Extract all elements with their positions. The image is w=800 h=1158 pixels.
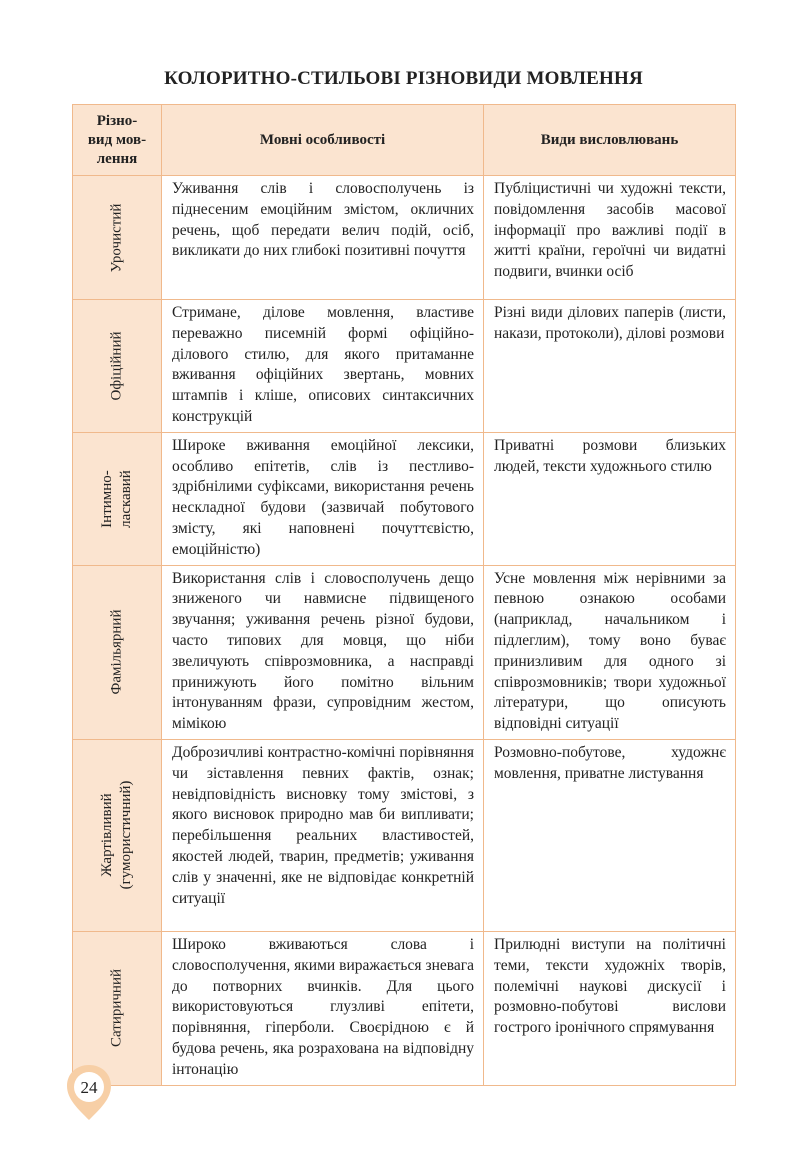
table-row (73, 931, 736, 1085)
row-type-label: Сатиричний (108, 969, 125, 1048)
row-features: Стримане, ділове мовлення, властиве переважно писемній формі офіційно-ділового стилю, для якого притаманне вживання офіційних звертань, мовних штампів і кліше, описових синтаксичних конструкцій (162, 300, 484, 433)
row-type-label: (гумористичний) (118, 781, 134, 890)
page-number: 24 (80, 1078, 98, 1097)
header-variety-line: лення (96, 150, 138, 167)
row-type-label: Офіційний (108, 331, 125, 401)
row-type-label: Інтимно- (99, 469, 115, 528)
row-type-cell (73, 931, 162, 1085)
row-type-label: Урочистий (108, 203, 125, 272)
row-type-label: Фамільярний (108, 609, 125, 695)
row-utterances: Приватні розмови близьких людей, тексти художнього стилю (484, 432, 736, 565)
row-utterances: Прилюдні виступи на політичні теми, тексти художніх творів, полемічні наукові дискусії і розмовно-побутові вислови гострого іронічного спрямування (484, 931, 736, 1085)
header-features: Мовні особливості (162, 105, 484, 176)
row-type-label: Жартівливий (99, 793, 115, 878)
speech-varieties-table (72, 104, 736, 1086)
header-utterances: Види висловлювань (484, 105, 736, 176)
row-utterances: Різні види ділових паперів (листи, накази, протоколи), ділові розмови (484, 300, 736, 433)
table-header-row (73, 105, 736, 176)
table-row (73, 176, 736, 300)
header-variety-line: Різно- (96, 112, 138, 129)
row-features: Доброзичливі контрастно-комічні порівняння чи зіставлення певних фактів, ознак; невідповідність висновку тому змістові, з якого висновок природно мав би випливати; перебільшення реальних властивостей, якостей людей, тварин, предметів; уживання слів у значенні, яке не відповідає конкретній ситуації (162, 739, 484, 931)
row-utterances: Усне мовлення між нерівними за певною ознакою особами (наприклад, начальником і підлеглим), тому воно буває принизливим для одного зі співрозмовників; твори художньої літератури, що описують відповідні ситуації (484, 565, 736, 739)
row-type-cell (73, 565, 162, 739)
table-row (73, 565, 736, 739)
row-type-cell (73, 176, 162, 300)
table-row (73, 739, 736, 931)
row-type-cell (73, 739, 162, 931)
row-type-label: ласкавий (118, 469, 134, 528)
table-row (73, 300, 736, 433)
row-type-cell (73, 300, 162, 433)
row-features: Використання слів і словосполучень дещо зниженого чи навмисне підвищеного звучання; уживання речень різної будови, часто типових для мовця, що ніби звеличують співрозмовника, а насправді принижують його помітно вільним інтонуванням фрази, супровідним жестом, мімікою (162, 565, 484, 739)
row-utterances: Публіцистичні чи художні тексти, повідомлення засобів масової інформації про важливі події в житті країни, героїчні чи видатні подвиги, вчинки осіб (484, 176, 736, 300)
header-variety (73, 105, 162, 176)
row-type-cell (73, 432, 162, 565)
row-features: Широко вживаються слова і словосполучення, якими виражається зневага до потворних вчинків. Для цього використовуються глузливі епітети, порівняння, гіперболи. Своєрідною є й будова речень, яка розрахована на відповідну інтонацію (162, 931, 484, 1085)
table-row (73, 432, 736, 565)
row-features: Широке вживання емоційної лексики, особливо епітетів, слів із пестливо-здрібнілими суфіксами, використання речень нескладної будови (зазвичай побутового змісту, які наповнені почуттєвістю, емоційністю) (162, 432, 484, 565)
header-variety-line: вид мов- (87, 131, 147, 148)
page-title: КОЛОРИТНО-СТИЛЬОВІ РІЗНОВИДИ МОВЛЕННЯ (164, 68, 643, 89)
row-utterances: Розмовно-побутове, художнє мовлення, приватне листування (484, 739, 736, 931)
page-number-badge (64, 1063, 114, 1113)
row-features: Уживання слів і словосполучень із піднесеним емоційним змістом, окличних речень, щоб передати велич подій, осіб, викликати до них глибокі позитивні почуття (162, 176, 484, 300)
